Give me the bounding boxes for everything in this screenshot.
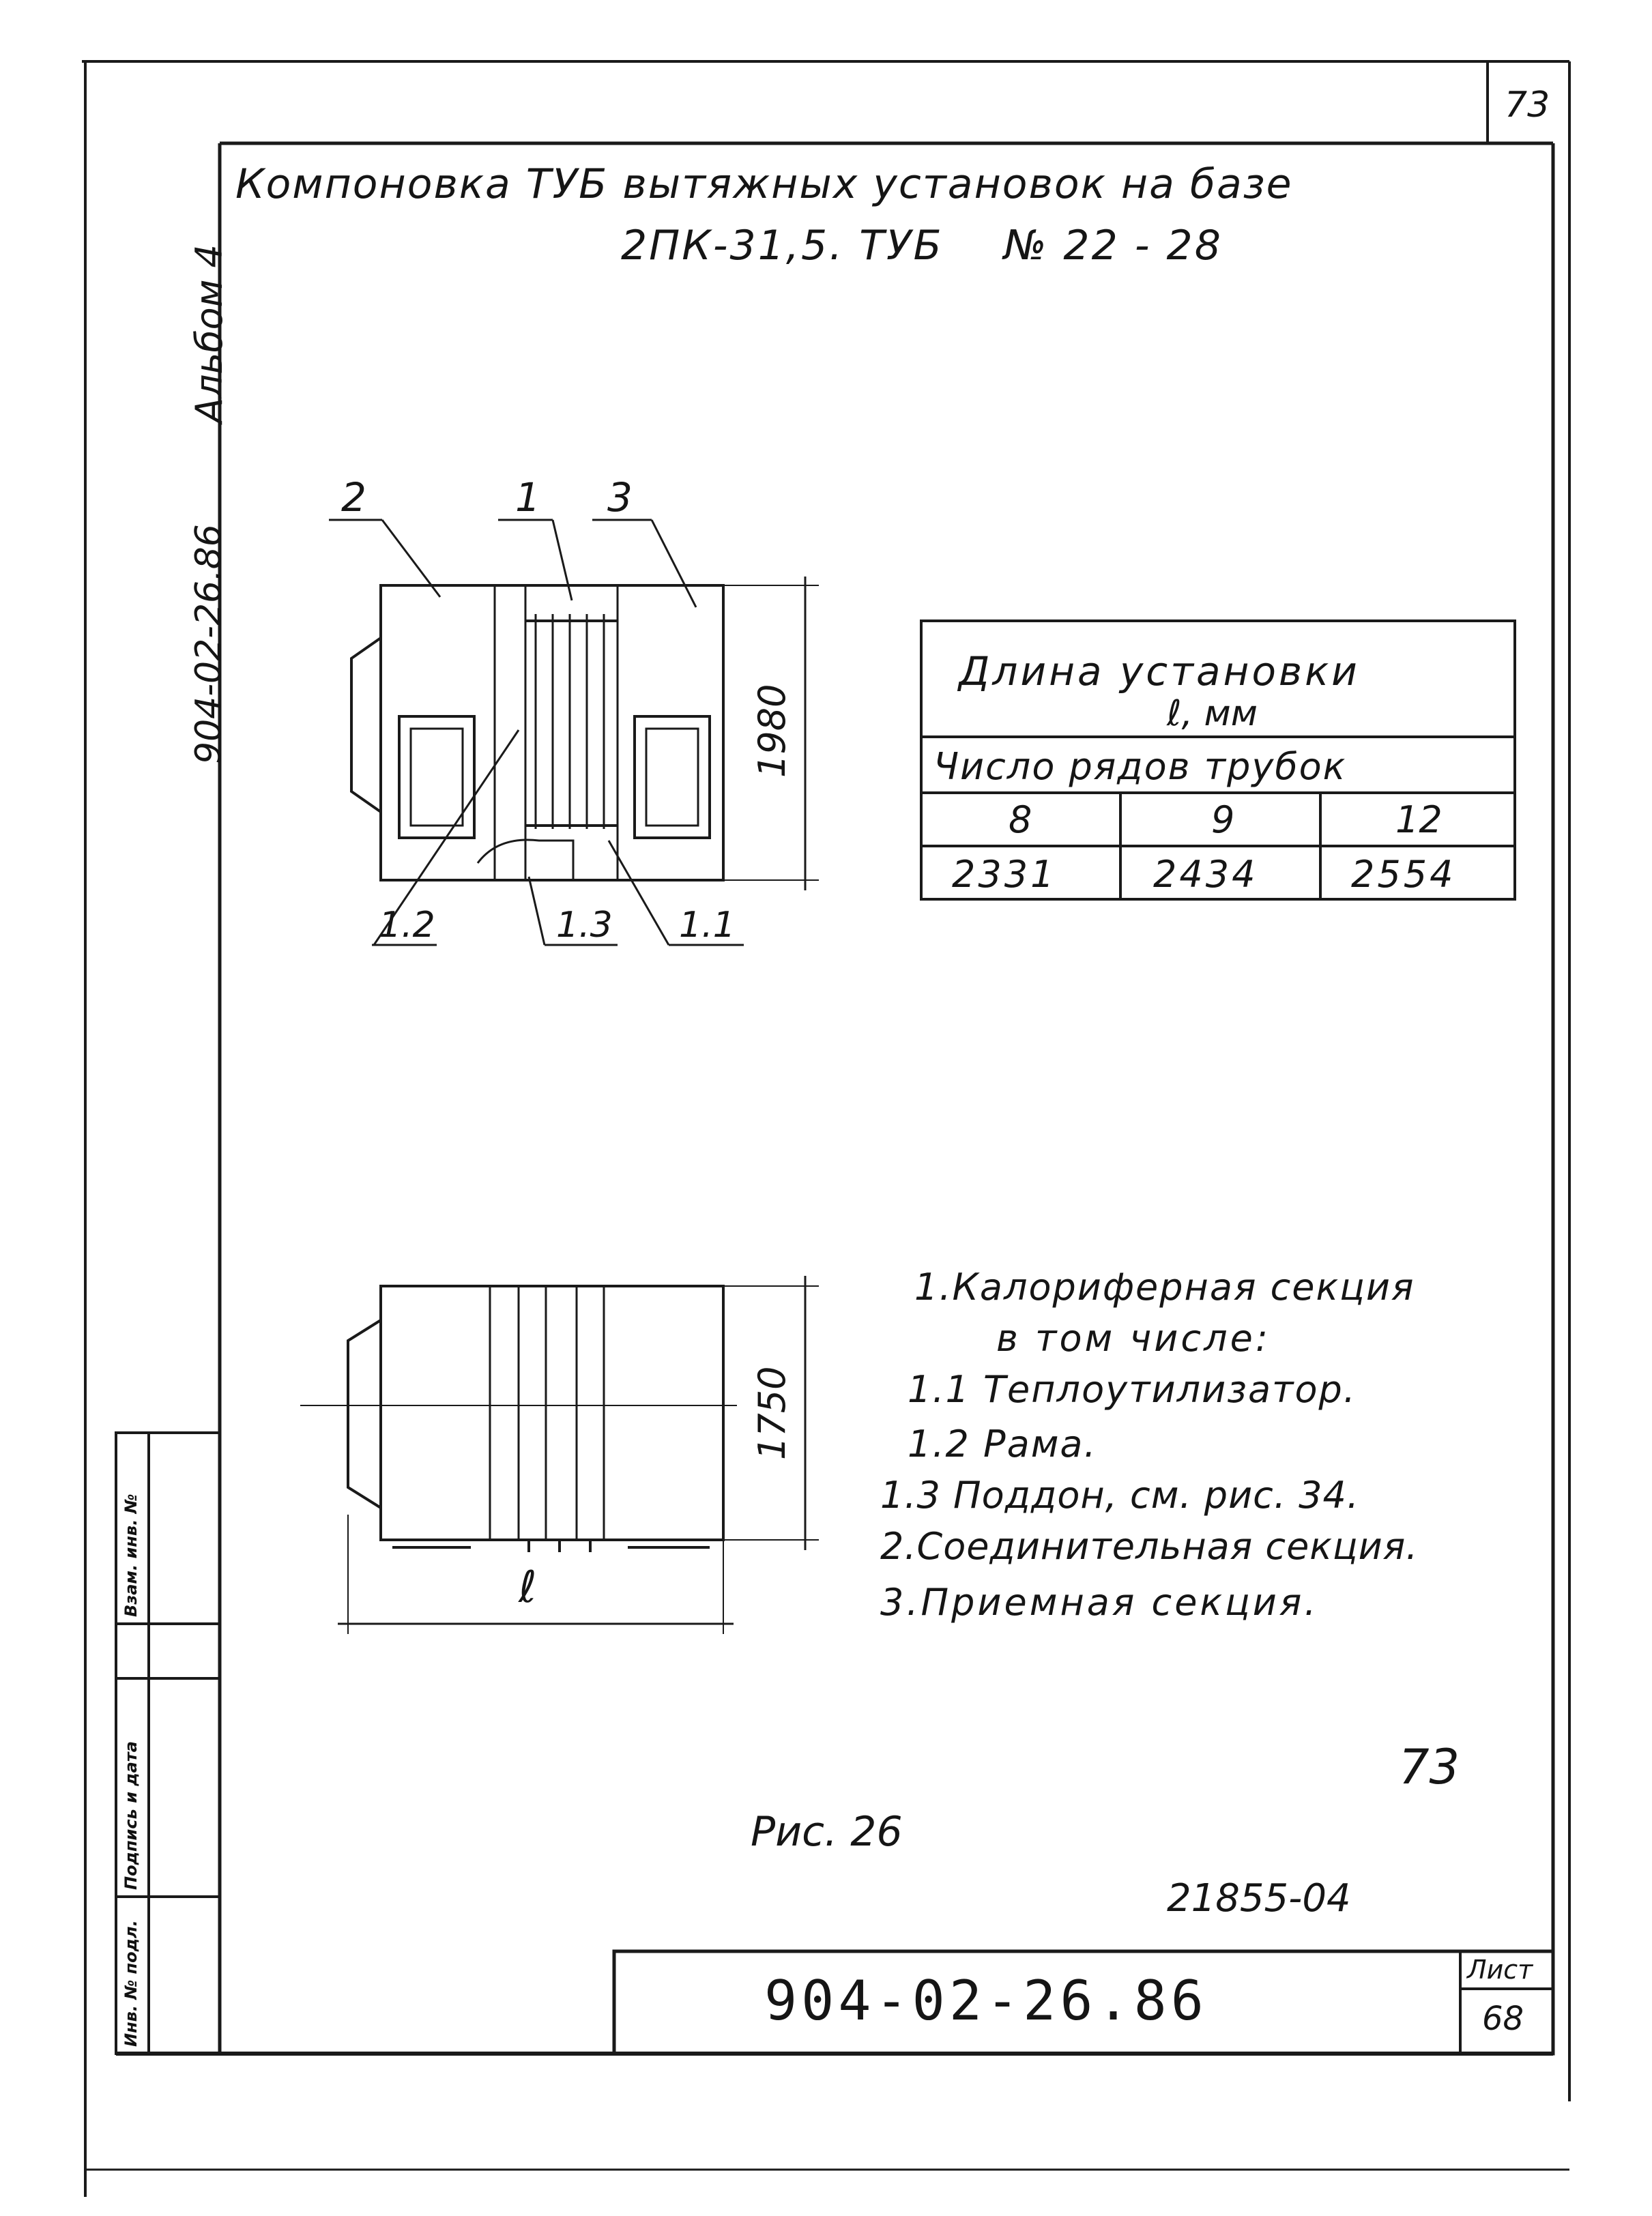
table-subheader: Число рядов трубок <box>933 745 1347 788</box>
legend-item-1-1: 1.1 Теплоутилизатор. <box>908 1368 1357 1411</box>
title-block-sheet-label: Лист <box>1467 1955 1533 1985</box>
table-value-8: 2331 <box>952 853 1057 896</box>
callout-1-1: 1.1 <box>679 905 736 946</box>
page-mark: 73 <box>1399 1739 1460 1795</box>
callout-1-3: 1.3 <box>556 905 613 946</box>
plan-door-right-inner <box>646 729 698 826</box>
title-block-designation: 904-02-26.86 <box>764 1969 1208 2032</box>
title-block-sheet-number: 68 <box>1482 2000 1524 2038</box>
callout-2: 2 <box>341 474 366 521</box>
callout-3: 3 <box>607 474 633 521</box>
drawing-title-line-1: Компоновка ТУБ вытяжных установок на базе <box>235 160 1293 208</box>
figure-caption: Рис. 26 <box>751 1808 903 1856</box>
callout-1-2: 1.2 <box>379 905 435 946</box>
plan-view <box>329 520 819 945</box>
corner-sheet-number: 73 <box>1505 85 1550 126</box>
stamp-label-signature-date: Подпись и дата <box>121 1741 141 1890</box>
table-col-header-9: 9 <box>1211 798 1235 841</box>
plan-dimension-1980: 1980 <box>751 684 794 778</box>
plan-leader-1-diag <box>553 520 572 600</box>
side-view <box>300 1276 819 1634</box>
legend-item-3: 3.Приемная секция. <box>880 1581 1319 1624</box>
legend-item-1-note: в том числе: <box>996 1317 1271 1360</box>
plan-leader-1-3-diag <box>529 877 545 945</box>
plan-door-left-inner <box>411 729 463 826</box>
plan-leader-3-diag <box>652 520 696 607</box>
side-outline <box>381 1286 723 1540</box>
table-col-header-8: 8 <box>1009 798 1032 841</box>
table-header-line-2: ℓ, мм <box>1167 693 1258 734</box>
table-value-12: 2554 <box>1351 853 1456 896</box>
legend-item-1-3: 1.3 Поддон, см. рис. 34. <box>880 1474 1360 1517</box>
callout-1: 1 <box>515 474 540 521</box>
plan-inlet-hood <box>351 638 381 812</box>
side-dimension-1750: 1750 <box>751 1366 794 1460</box>
doc-code-vertical: 904-02-26.86 <box>188 524 229 764</box>
plan-leader-1-1-diag <box>609 841 669 945</box>
table-header-line-1: Длина установки <box>959 648 1360 695</box>
drawing-title-line-2: 2ПК-31,5. ТУБ № 22 - 28 <box>621 222 1223 269</box>
legend-item-1: 1.Калориферная секция <box>914 1266 1415 1309</box>
legend-item-2: 2.Соединительная секция. <box>880 1525 1419 1568</box>
archive-number: 21855-04 <box>1167 1876 1351 1921</box>
stamp-label-inv-no: Инв. № подл. <box>121 1920 141 2047</box>
table-value-9: 2434 <box>1153 853 1258 896</box>
table-col-header-12: 12 <box>1395 798 1443 841</box>
album-label: Альбом 4 <box>188 244 231 423</box>
side-inlet-hood <box>348 1320 381 1508</box>
side-dimension-length: ℓ <box>519 1562 537 1613</box>
legend-item-1-2: 1.2 Рама. <box>908 1423 1097 1466</box>
stamp-label-replaced-inv: Взам. инв. № <box>121 1493 141 1617</box>
